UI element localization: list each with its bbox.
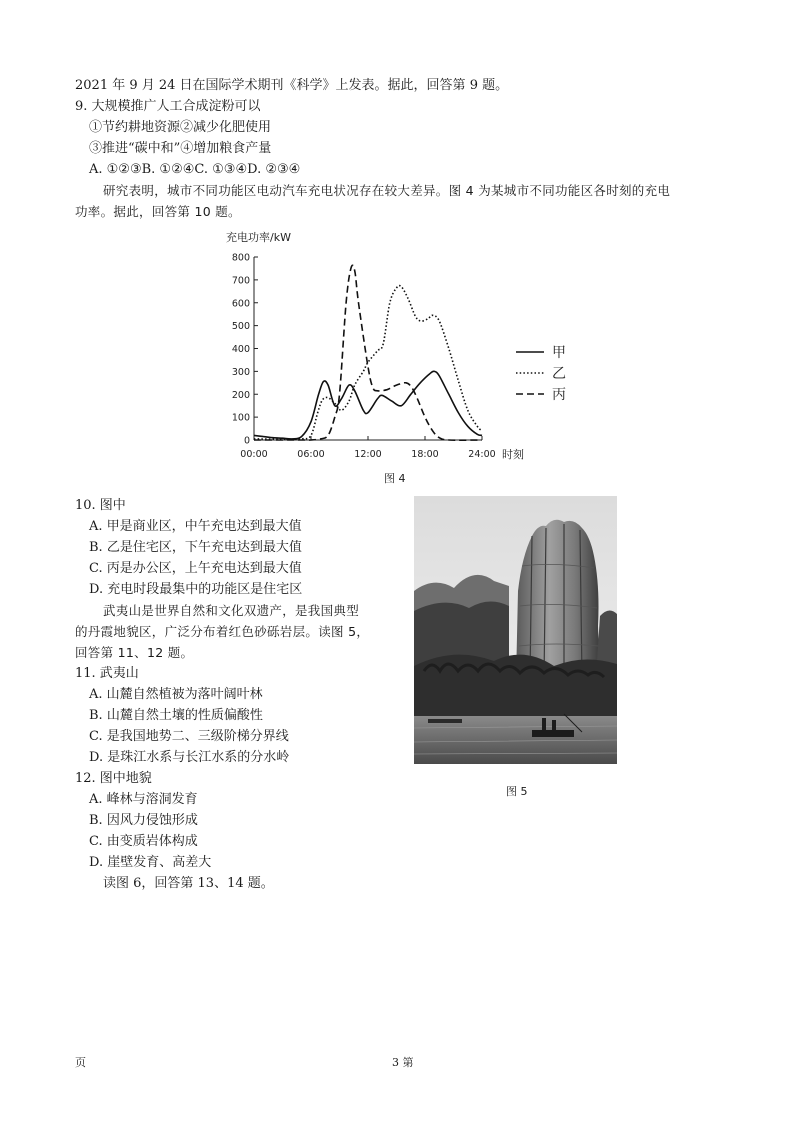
question-9-options-line1: ①节约耕地资源②减少化肥使用 [89, 120, 272, 135]
legend-label-yi: 乙 [552, 366, 566, 382]
legend-label-bing: 丙 [552, 387, 566, 403]
question-12-option-b: B. 因风力侵蚀形成 [89, 813, 198, 828]
question-10-option-b: B. 乙是住宅区，下午充电达到最大值 [89, 540, 302, 555]
question-11-stem: 11. 武夷山 [75, 666, 139, 681]
question-10-option-a: A. 甲是商业区，中午充电达到最大值 [89, 519, 302, 534]
series-jia-line [254, 371, 482, 439]
y-tick-label: 0 [243, 435, 250, 447]
x-tick-label: 18:00 [411, 449, 439, 460]
intro-q10-line2: 功率。据此，回答第 10 题。 [75, 204, 241, 219]
question-10-option-c: C. 丙是办公区，上午充电达到最大值 [89, 561, 302, 576]
footer-page-left: 页 [75, 1056, 86, 1069]
question-10-option-d: D. 充电时段最集中的功能区是住宅区 [89, 582, 303, 597]
series-bing-line [254, 265, 482, 440]
y-axis-label: 充电功率/kW [226, 231, 291, 244]
question-9-options-line2: ③推进“碳中和”④增加粮食产量 [89, 141, 272, 156]
figure-5-photo-danxia-cliff [414, 496, 617, 764]
x-tick-label: 06:00 [297, 449, 325, 460]
figure-4-chart [210, 228, 590, 478]
figure-5-caption: 图 5 [506, 785, 528, 798]
y-tick-label: 200 [231, 389, 250, 401]
question-11-option-b: B. 山麓自然土壤的性质偏酸性 [89, 708, 263, 723]
x-tick-label: 12:00 [354, 449, 382, 460]
footer-page-number: 3 第 [392, 1056, 414, 1069]
question-12-option-c: C. 由变质岩体构成 [89, 834, 198, 849]
figure-4-caption: 图 4 [384, 472, 406, 485]
question-9-choices: A. ①②③B. ①②④C. ①③④D. ②③④ [89, 162, 301, 177]
question-9-stem: 9. 大规模推广人工合成淀粉可以 [75, 99, 261, 114]
y-tick-label: 100 [231, 412, 250, 424]
intro-q11-line1: 武夷山是世界自然和文化双遗产，是我国典型 [103, 603, 360, 618]
x-axis-label: 时刻 [502, 448, 524, 461]
question-12-option-d: D. 崖壁发育、高差大 [89, 855, 212, 870]
y-tick-label: 400 [231, 344, 250, 355]
y-tick-label: 800 [231, 252, 250, 264]
intro-q11-line3: 回答第 11、12 题。 [75, 645, 194, 660]
question-10-stem: 10. 图中 [75, 498, 126, 513]
question-11-option-d: D. 是珠江水系与长江水系的分水岭 [89, 750, 290, 765]
y-tick-label: 300 [231, 366, 250, 378]
y-tick-label: 500 [231, 321, 250, 333]
x-tick-label: 24:00 [468, 449, 496, 460]
x-tick-label: 00:00 [240, 449, 268, 460]
passage-tail-q9: 2021 年 9 月 24 日在国际学术期刊《科学》上发表。据此，回答第 9 题。 [75, 78, 509, 93]
intro-q13: 读图 6，回答第 13、14 题。 [103, 876, 274, 891]
legend [516, 345, 566, 403]
intro-q10-line1: 研究表明，城市不同功能区电动汽车充电状况存在较大差异。图 4 为某城市不同功能区各时刻的充电 [103, 183, 671, 198]
y-tick-label: 600 [231, 298, 250, 310]
y-tick-label: 700 [231, 275, 250, 287]
question-12-stem: 12. 图中地貌 [75, 771, 152, 786]
intro-q11-line2: 的丹霞地貌区，广泛分布着红色砂砾岩层。读图 5， [75, 624, 370, 639]
question-11-option-a: A. 山麓自然植被为落叶阔叶林 [89, 687, 263, 702]
question-12-option-a: A. 峰林与溶洞发育 [89, 792, 198, 807]
legend-label-jia: 甲 [552, 345, 566, 361]
question-11-option-c: C. 是我国地势二、三级阶梯分界线 [89, 729, 289, 744]
